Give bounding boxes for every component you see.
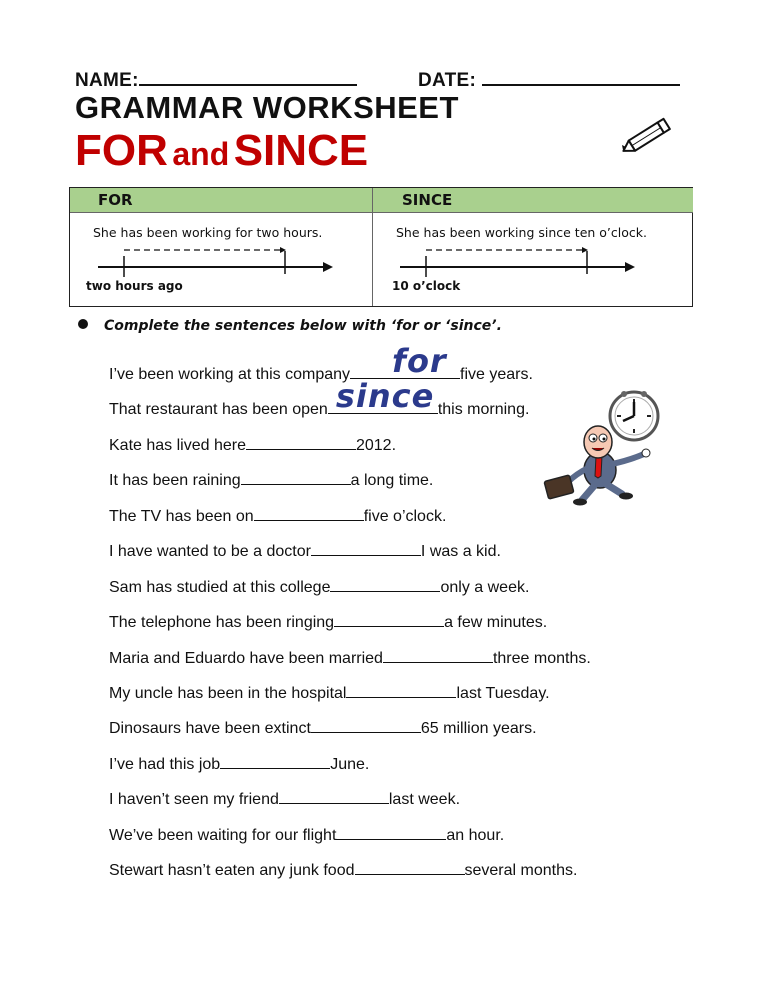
question-sentence	[109, 827, 504, 845]
answer-blank[interactable]	[346, 685, 456, 698]
question-sentence	[109, 543, 501, 561]
sentence-start: Kate has lived here	[109, 437, 246, 454]
sentence-start: Stewart hasn’t eaten any junk food	[109, 862, 355, 879]
answer-blank[interactable]	[311, 543, 421, 556]
question-sentence	[109, 579, 529, 597]
pencil-icon	[618, 116, 674, 160]
for-since-table	[69, 187, 693, 307]
subtitle-and: and	[172, 136, 230, 172]
sentence-end: 2012.	[355, 437, 397, 454]
answer-blank[interactable]	[334, 614, 444, 627]
sentence-end: three months.	[492, 650, 591, 667]
answer-blank[interactable]	[355, 862, 465, 875]
sentence-end: several months.	[464, 862, 578, 879]
sentence-start: I haven’t seen my friend	[109, 791, 279, 808]
for-timeline	[98, 247, 333, 277]
worksheet-title: GRAMMAR WORKSHEET	[75, 90, 459, 125]
answer-blank[interactable]	[254, 508, 364, 521]
answer-blank[interactable]	[336, 827, 446, 840]
question-sentence	[109, 791, 460, 809]
for-heading: FOR	[70, 188, 372, 213]
worksheet-subtitle	[75, 126, 368, 176]
question-sentence	[109, 472, 433, 490]
date-blank[interactable]	[482, 66, 680, 86]
sentence-end: five o’clock.	[363, 508, 447, 525]
handwritten-answer: since	[335, 377, 435, 415]
date-field	[418, 66, 680, 92]
sentence-end: an hour.	[446, 827, 505, 844]
handwritten-answer: for	[392, 342, 447, 380]
sentence-start: The telephone has been ringing	[109, 614, 335, 631]
sentence-end: only a week.	[440, 579, 530, 596]
instruction-text: Complete the sentences below with ‘for or ‘since’.	[104, 318, 502, 334]
answer-blank[interactable]	[220, 756, 330, 769]
sentence-start: The TV has been on	[109, 508, 254, 525]
sentence-start: Maria and Eduardo have been married	[109, 650, 383, 667]
bullet-icon	[78, 319, 88, 329]
sentence-end: 65 million years.	[420, 720, 537, 737]
sentence-end: a few minutes.	[444, 614, 548, 631]
sentence-start: Dinosaurs have been extinct	[109, 720, 311, 737]
sentence-end: this morning.	[437, 401, 530, 418]
since-timeline-label: 10 o’clock	[392, 279, 461, 293]
since-timeline	[400, 247, 635, 277]
answer-blank[interactable]	[328, 377, 438, 415]
subtitle-since: SINCE	[233, 126, 369, 175]
answer-blank[interactable]	[383, 650, 493, 663]
sentence-end: five years.	[460, 366, 533, 383]
sentence-start: I have wanted to be a doctor	[109, 543, 311, 560]
date-label: DATE:	[418, 70, 477, 91]
answer-blank[interactable]	[311, 720, 421, 733]
sentence-start: It has been raining	[109, 472, 241, 489]
for-example-sentence: She has been working for two hours.	[93, 225, 323, 240]
answer-blank[interactable]	[279, 791, 389, 804]
question-sentence	[109, 685, 550, 703]
sentence-end: last week.	[388, 791, 461, 808]
sentence-start: We’ve been waiting for our flight	[109, 827, 337, 844]
sentence-start: I’ve been working at this company	[109, 366, 351, 383]
question-sentence	[109, 508, 446, 526]
name-label: NAME:	[75, 70, 139, 91]
question-sentence	[109, 614, 547, 632]
question-sentence	[109, 756, 369, 774]
for-timeline-label: two hours ago	[86, 279, 183, 293]
question-sentence	[109, 437, 396, 455]
question-sentence	[109, 862, 577, 880]
sentence-end: last Tuesday.	[456, 685, 550, 702]
sentence-end: a long time.	[350, 472, 434, 489]
sentence-end: I was a kid.	[420, 543, 501, 560]
sentence-end: June.	[330, 756, 370, 773]
question-sentence	[109, 720, 537, 738]
name-blank[interactable]	[139, 66, 357, 86]
subtitle-for: FOR	[75, 126, 168, 175]
running-man-clock-illustration	[540, 390, 665, 508]
answer-blank[interactable]	[246, 437, 356, 450]
question-sentence	[109, 650, 591, 668]
sentence-start: My uncle has been in the hospital	[109, 685, 347, 702]
since-example-sentence: She has been working since ten o’clock.	[396, 225, 647, 240]
answer-blank[interactable]	[330, 579, 440, 592]
question-sentence	[109, 377, 530, 419]
name-field	[75, 66, 357, 92]
question-sentence	[109, 342, 533, 384]
sentence-start: I’ve had this job	[109, 756, 221, 773]
sentence-start: Sam has studied at this college	[109, 579, 331, 596]
instructions	[78, 318, 502, 334]
sentence-start: That restaurant has been open	[109, 401, 328, 418]
answer-blank[interactable]	[241, 472, 351, 485]
since-heading: SINCE	[372, 188, 693, 213]
